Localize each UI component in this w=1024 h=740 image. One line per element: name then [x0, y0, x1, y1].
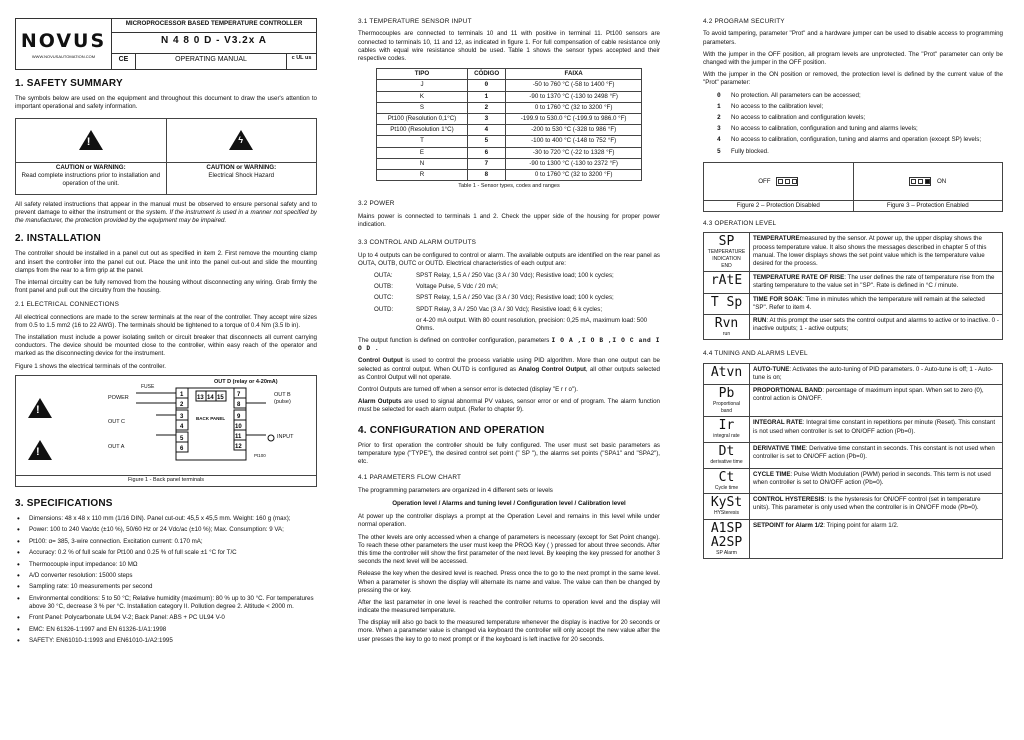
parameter-description: SETPOINT for Alarm 1/2: Triping point for alarm 1/2.: [750, 519, 1003, 559]
paragraph: Control Output is used to control the process variable using PID algorithm. More than one output can be selected as control output. When OUTD is configured as Analog Control Output, all other outputs selected as Control Output will not operate.: [358, 357, 660, 381]
paragraph: At power up the controller displays a prompt at the Operation Level and remains in this level while under normal operation.: [358, 513, 660, 529]
table-cell: -90 to 1370 °C (-130 to 2498 °F): [506, 91, 641, 102]
paragraph: The programming parameters are organized in 4 different sets or levels: [358, 486, 553, 494]
figure-caption: Figure 1 - Back panel terminals: [16, 475, 316, 484]
table-cell: -50 to 760 °C (-58 to 1400 °F): [506, 80, 641, 91]
parameter-description: PROPORTIONAL BAND: percentage of maximum input span. When set to zero (0), control action is ON/OFF.: [750, 385, 1003, 417]
table-cell: Pt100 (Resolution 1°C): [377, 125, 468, 136]
parameter-description: TEMPERATUREmeasured by the sensor. At power up, the upper display shows the process temperature value. It also shows the messages described in chapter 5 of this manual. The lower displays shows the set point value which is the temperature value desired for the process.: [750, 233, 1003, 272]
table-cell: -199.9 to 530.0 °C (-199.9 to 986.0 °F): [506, 113, 641, 124]
paragraph: Control Outputs are turned off when a sensor error is detected (display "E r r o").: [358, 386, 578, 394]
tuning-level-table: [703, 363, 1003, 560]
parameter-description: CONTROL HYSTERESIS: Is the hysteresis for ON/OFF control (set in temperature units). This parameter is only used when the controller is in ON/OFF mode (Pb=0).: [750, 494, 1003, 520]
table-cell: 6: [467, 147, 506, 158]
svg-text:4: 4: [180, 423, 184, 430]
spec-item: • Front Panel: Polycarbonate UL94 V-2; Back Panel: ABS + PC UL94 V-0: [17, 614, 317, 622]
section-title: 4. CONFIGURATION AND OPERATION: [358, 424, 545, 436]
svg-text:10: 10: [235, 423, 242, 430]
label-fuse: FUSE: [141, 383, 155, 390]
svg-text:13: 13: [197, 394, 204, 401]
paragraph: Prior to first operation the controller should be fully configured. The user must set basic parameters as temperature type ("TYPE"), the desired control set point (" SP "), the alarms set points ("SPA1" and "SPA2"), etc.: [358, 441, 660, 466]
protection-item: 2 No access to calibration and configuration levels;: [717, 113, 866, 121]
table-cell: E: [377, 147, 468, 158]
svg-text:3: 3: [180, 413, 184, 420]
spec-item: • Dimensions: 48 x 48 x 110 mm (1/16 DIN). Panel cut-out: 45,5 x 45,5 mm. Weight: 160 g (max);: [17, 515, 317, 523]
parameter-row: [704, 363, 1003, 384]
table-cell: -30 to 720 °C (-22 to 1328 °F): [506, 147, 641, 158]
model-title: N 4 8 0 D - V3.2x A: [112, 33, 317, 54]
parameter-row: [704, 293, 1003, 314]
product-title: MICROPROCESSOR BASED TEMPERATURE CONTROLLER: [112, 19, 317, 33]
terminal-diagram: [16, 376, 316, 472]
warning-table: [15, 118, 317, 195]
label-pt100: Pt100: [254, 452, 266, 458]
parameter-sublabel: run: [722, 330, 731, 337]
brand-logo: NOVUS WWW.NOVUSAUTOMATION.COM: [16, 19, 112, 70]
label-input: INPUT: [277, 433, 294, 440]
spec-item: • A/D converter resolution: 15000 steps: [17, 572, 317, 580]
column-middle: [358, 18, 660, 734]
paragraph: All electrical connections are made to the screw terminals at the rear of the controller. They accept wire sizes from 0.5 to 1.5 mm2 (16 to 22 AWG). The terminals should be tightened to a torque of 0.4 Nm (3.5 lb in).: [15, 313, 317, 329]
table-cell: 3: [467, 113, 506, 124]
parameter-row: [704, 468, 1003, 494]
table-cell: 0: [467, 80, 506, 91]
parameter-sublabel: TEMPERATURE INDICATION END: [707, 249, 746, 269]
svg-text:2: 2: [180, 401, 184, 408]
figure-caption: Figure 2 – Protection Disabled: [704, 200, 854, 211]
protection-item: 4 No access to calibration, configuration, tuning and alarms and operation (except SP) levels;: [717, 136, 982, 144]
subsection-title: 3.2 POWER: [358, 200, 395, 208]
table-row: [377, 80, 642, 91]
paragraph: or 4-20 mA output. With 80 count resolution, precision: 0,25 mA, maximum load: 500 Ohms.: [416, 316, 648, 332]
operation-level-table: [703, 232, 1003, 340]
paragraph: With the jumper in the OFF position, all program levels are unprotected. The "Prot" parameter can only be changed with the jumper in the OFF position.: [703, 50, 1003, 67]
parameter-code: KySt: [710, 495, 743, 511]
paragraph: Release the key when the desired level is reached. Press once the to go to the next prompt in the same level. When a parameter is shown the display will alternate its name and value. The value can then be changed by pressing the or key.: [358, 570, 660, 594]
paragraph: The symbols below are used on the equipment and throughout this document to draw the user's attention to important operational and safety information.: [15, 95, 317, 111]
column-right: [703, 18, 1003, 734]
protection-item: 0 No protection. All parameters can be accessed;: [717, 91, 861, 99]
parameter-row: [704, 233, 1003, 272]
paragraph: The installation must include a power isolating switch or circuit breaker that disconnects all current carrying conductors. The device should be mounted close to the controller, within easy reach of the operator and marked as the disconnecting device for the instrument.: [15, 334, 317, 358]
protection-item: 5 Fully blocked.: [717, 147, 769, 155]
spec-item: • SAFETY: EN61010-1:1993 and EN61010-1/A2:1995: [17, 637, 317, 645]
parameter-code: SP: [718, 234, 735, 250]
spec-item: • Sampling rate: 10 measurements per second: [17, 583, 317, 591]
subsection-title: 4.2 PROGRAM SECURITY: [703, 18, 785, 25]
svg-text:8: 8: [237, 401, 241, 408]
parameter-row: [704, 519, 1003, 559]
ce-mark: CE: [112, 54, 136, 70]
parameter-sublabel: HYSteresis: [713, 510, 739, 517]
parameter-code: Atvn: [710, 364, 743, 380]
table-cell: R: [377, 169, 468, 180]
warning-icon: !: [28, 398, 52, 418]
column-left: [15, 18, 317, 734]
table-cell: 0 to 1760 °C (32 to 3200 °F): [506, 169, 641, 180]
output-item: OUTB: Voltage Pulse, 5 Vdc / 20 mA;: [374, 283, 498, 291]
subsection-title: 4.3 OPERATION LEVEL: [703, 219, 777, 227]
jumper-figure: [703, 162, 1003, 212]
table-row: [377, 102, 642, 113]
col-header: FAIXA: [506, 69, 641, 80]
parameter-description: TIME FOR SOAK: Time in minutes which the temperature will remain at the selected "SP". Refer to item 4.: [750, 293, 1003, 314]
outputs-list: [374, 272, 660, 314]
spec-item: • Thermocouple input impedance: 10 MΩ: [17, 561, 317, 569]
paragraph: The display will also go back to the measured temperature whenever the display is inactive for 20 seconds or more. When a parameter value is changed via keyboard the controller will only accept the new value after the user presses the key to go to next prompt or if the keyboard is left inactive for 20 seconds.: [358, 619, 660, 643]
parameter-sublabel: integral rate: [713, 433, 740, 440]
label-out-d: OUT D (relay or 4-20mA): [214, 378, 278, 385]
paragraph: Figure 1 shows the electrical terminals of the controller.: [15, 362, 166, 370]
parameter-sublabel: Proportional band: [713, 401, 740, 414]
table-cell: 1: [467, 91, 506, 102]
parameter-description: TEMPERATURE RATE OF RISE: The user defines the rate of temperature rise from the starting temperature to the value set in "SP". Rate is defined in °C / minute.: [750, 272, 1003, 293]
parameter-sublabel: derivative time: [710, 459, 743, 466]
levels-line: Operation level / Alarms and tuning level / Configuration level / Calibration level: [392, 500, 626, 507]
label-out-b: OUT B (pulse): [274, 391, 291, 406]
paragraph: The internal circuitry can be fully removed from the housing without disconnecting any wiring. Grab firmly the front panel and pull out the circuitry from the housing.: [15, 278, 317, 295]
table-cell: -200 to 530 °C (-328 to 986 °F): [506, 125, 641, 136]
paragraph: Alarm Outputs are used to signal abnormal PV values, sensor error or end of program. The alarm function must be selected for each alarm output. (Refer to chapter 9).: [358, 398, 660, 414]
svg-text:9: 9: [237, 413, 241, 420]
parameter-description: INTEGRAL RATE: Integral time constant in repetitions per minute (Reset). This constant is not used when controller is set to ON/OFF action (Pb=0).: [750, 417, 1003, 443]
subsection-title: 4.4 TUNING AND ALARMS LEVEL: [703, 350, 808, 358]
warning-icon: !: [28, 440, 52, 460]
protection-item: 3 No access to calibration, configuration and tuning and alarms levels;: [717, 125, 918, 133]
paragraph: After the last parameter in one level is reached the controller returns to operation level and the display will indicate the measured temperature.: [358, 598, 660, 615]
paragraph: Thermocouples are connected to terminals 10 and 11 with positive in terminal 11. Pt100 sensors are connected to terminals 10, 11 and 12, as indicated in figure 1. For full compensation of cable resistance only cables with equal wire resistance should be used. Table 1 shows the sensor types accepted and their respective codes.: [358, 30, 660, 63]
col-header: TIPO: [377, 69, 468, 80]
table-cell: Pt100 (Resolution 0,1°C): [377, 113, 468, 124]
subsection-title: 3.3 CONTROL AND ALARM OUTPUTS: [358, 239, 477, 247]
svg-text:14: 14: [207, 394, 214, 401]
parameter-code: T Sp: [710, 294, 743, 310]
warning-text: Electrical Shock Hazard: [208, 171, 275, 179]
parameter-row: [704, 272, 1003, 293]
parameter-row: [704, 443, 1003, 469]
table-row: [377, 91, 642, 102]
label-out-a: OUT A: [108, 443, 125, 450]
svg-text:15: 15: [217, 394, 224, 401]
svg-text:1: 1: [180, 391, 184, 398]
table-cell: S: [377, 102, 468, 113]
spec-list: [17, 515, 317, 645]
warning-title: CAUTION or WARNING:: [55, 163, 126, 171]
table-cell: K: [377, 91, 468, 102]
parameter-code: Dt: [718, 444, 735, 460]
jumper-off-icon: [776, 177, 798, 186]
table-cell: -100 to 400 °C (-148 to 752 °F): [506, 136, 641, 147]
parameter-code: rAtE: [710, 273, 743, 289]
paragraph: Mains power is connected to terminals 1 and 2. Check the upper side of the housing for proper power indication.: [358, 212, 660, 228]
warning-text: Read complete instructions prior to installation and operation of the unit.: [21, 171, 161, 187]
section-title: 1. SAFETY SUMMARY: [15, 78, 123, 89]
label-out-c: OUT C: [108, 418, 126, 425]
spec-item: • Environmental conditions: 5 to 50 °C; Relative humidity (maximum): 80 % up to 30 °C. For temperatures above 30 °C, decrease 3 % per °C. Installation category II. Pollution degree 2. Altitude < 2000 m.: [17, 595, 317, 611]
table-row: [377, 158, 642, 169]
figure-caption: Figure 3 – Protection Enabled: [853, 200, 1003, 211]
table-cell: 5: [467, 136, 506, 147]
warning-icon: !: [79, 130, 103, 150]
label-power: POWER: [108, 394, 129, 401]
parameter-description: DERIVATIVE TIME: Derivative time constant in seconds. This constant is not used when controller is set to ON/OFF action (Pb=0).: [750, 443, 1003, 469]
table-row: [377, 136, 642, 147]
table-cell: 4: [467, 125, 506, 136]
paragraph: The output function is defined on controller configuration, parameters I O A ,I O B ,I O C and I O D .: [358, 337, 660, 353]
parameter-code: A1SP A2SP: [710, 520, 743, 550]
parameter-code: Ir: [718, 418, 735, 434]
spec-item: • Power: 100 to 240 Vac/dc (±10 %), 50/60 Hz or 24 Vdc/ac (±10 %); Max. Consumption: 9 VA;: [17, 526, 317, 534]
paragraph: With the jumper in the ON position or removed, the protection level is defined by the current value of the "Prot" parameter:: [703, 71, 1003, 87]
paragraph: All safety related instructions that appear in the manual must be observed to ensure personal safety and to prevent damage to either the instrument or the system. If the instrument is used in a manner not specified by the manufacturer, the protection provided by the equipment may be impaired.: [15, 200, 317, 224]
paragraph: Up to 4 outputs can be configured to control or alarm. The available outputs are identified on the rear panel as OUTA, OUTB, OUTC or OUTD. Electrical characteristics of each output are:: [358, 251, 660, 267]
paragraph: To avoid tampering, parameter "Prot" and a hardware jumper can be used to disable access to programming parameters.: [703, 30, 1003, 46]
output-item: OUTC: SPST Relay, 1,5 A / 250 Vac (3 A / 30 Vdc); Resistive load; 100 k cycles;: [374, 294, 614, 302]
svg-text:5: 5: [180, 435, 184, 442]
parameter-sublabel: SP Alarm: [716, 549, 737, 556]
parameter-row: [704, 314, 1003, 340]
subsection-title: 2.1 ELECTRICAL CONNECTIONS: [15, 301, 120, 309]
section-title: 3. SPECIFICATIONS: [15, 497, 113, 509]
parameter-row: [704, 385, 1003, 417]
parameter-description: CYCLE TIME: Pulse Width Modulation (PWM) period in seconds. This term is not used when controller is set to ON/OFF action (Pb=0).: [750, 468, 1003, 494]
subsection-title: 4.1 PARAMETERS FLOW CHART: [358, 474, 462, 482]
protection-item: 1 No access to the calibration level;: [717, 102, 824, 110]
svg-text:11: 11: [235, 433, 242, 440]
section-title: 2. INSTALLATION: [15, 233, 101, 245]
table-cell: 8: [467, 169, 506, 180]
parameter-code: Ct: [718, 469, 735, 485]
table-cell: 2: [467, 102, 506, 113]
header-table: [15, 18, 317, 70]
svg-text:6: 6: [180, 445, 184, 452]
parameter-code: Rvn: [714, 315, 739, 331]
table-cell: T: [377, 136, 468, 147]
parameter-description: AUTO-TUNE: Activates the auto-tuning of PID parameters. 0 - Auto-tune is off; 1 - Auto-tune is on;: [750, 363, 1003, 384]
paragraph: The other levels are only accessed when a change of parameters is necessary (except for Set Point change). To reach these other parameters the user must keep the PROG Key ( ) pressed for about three seconds. After this time the controller will show the first parameter of the next level. By keeping the key pressed for another 3 seconds the next level will be accessed.: [358, 533, 660, 566]
off-label: OFF: [758, 177, 771, 185]
subsection-title: 3.1 TEMPERATURE SENSOR INPUT: [358, 18, 472, 25]
output-item: OUTA: SPST Relay, 1,5 A / 250 Vac (3 A / 30 Vdc); Resistive load; 100 k cycles;: [374, 271, 614, 279]
parameter-description: RUN: At this prompt the user sets the control output and alarms to active or to inactive. 0 - inactive outputs; 1 - active outputs;: [750, 314, 1003, 340]
svg-text:7: 7: [237, 391, 241, 398]
spec-item: • Accuracy: 0.2 % of full scale for Pt100 and 0.25 % of full scale ±1 °C for T/C: [17, 549, 317, 557]
parameter-row: [704, 494, 1003, 520]
jumper-on-icon: [909, 177, 931, 186]
ul-mark: c UL us: [287, 54, 317, 70]
manual-label: OPERATING MANUAL: [136, 54, 287, 70]
spec-item: • Pt100: α= 385, 3-wire connection. Excitation current: 0.170 mA;: [17, 538, 317, 546]
table-row: [377, 169, 642, 180]
table-caption: Table 1 - Sensor types, codes and ranges: [458, 183, 560, 190]
shock-icon: ϟ: [229, 130, 253, 150]
col-header: CÓDIGO: [467, 69, 506, 80]
svg-text:12: 12: [235, 443, 242, 450]
warning-title: CAUTION or WARNING:: [206, 163, 277, 171]
figure-back-panel: [15, 375, 317, 487]
table-row: [377, 147, 642, 158]
table-row: [377, 125, 642, 136]
parameter-code: Pb: [718, 386, 735, 402]
parameter-row: [704, 417, 1003, 443]
label-back-panel: BACK PANEL: [196, 415, 226, 421]
output-item: OUTD: SPDT Relay, 3 A / 250 Vac (3 A / 30 Vdc); Resistive load; 6 k cycles;: [374, 305, 603, 313]
protection-list: [717, 92, 1003, 156]
sensor-table: [376, 68, 642, 181]
table-cell: -90 to 1300 °C (-130 to 2372 °F): [506, 158, 641, 169]
table-cell: J: [377, 80, 468, 91]
paragraph: The controller should be installed in a panel cut out as specified in item 2. First remove the mounting clamp and insert the controller into the panel cut out. Place the unit into the panel cut-out and slide the mounting clamps from the rear to a firm grip at the panel.: [15, 250, 317, 274]
table-cell: N: [377, 158, 468, 169]
table-cell: 7: [467, 158, 506, 169]
parameter-sublabel: Cycle time: [714, 484, 739, 491]
table-cell: 0 to 1760 °C (32 to 3200 °F): [506, 102, 641, 113]
on-label: ON: [936, 177, 947, 185]
spec-item: • EMC: EN 61326-1:1997 and EN 61326-1/A1:1998: [17, 626, 317, 634]
table-row: [377, 113, 642, 124]
